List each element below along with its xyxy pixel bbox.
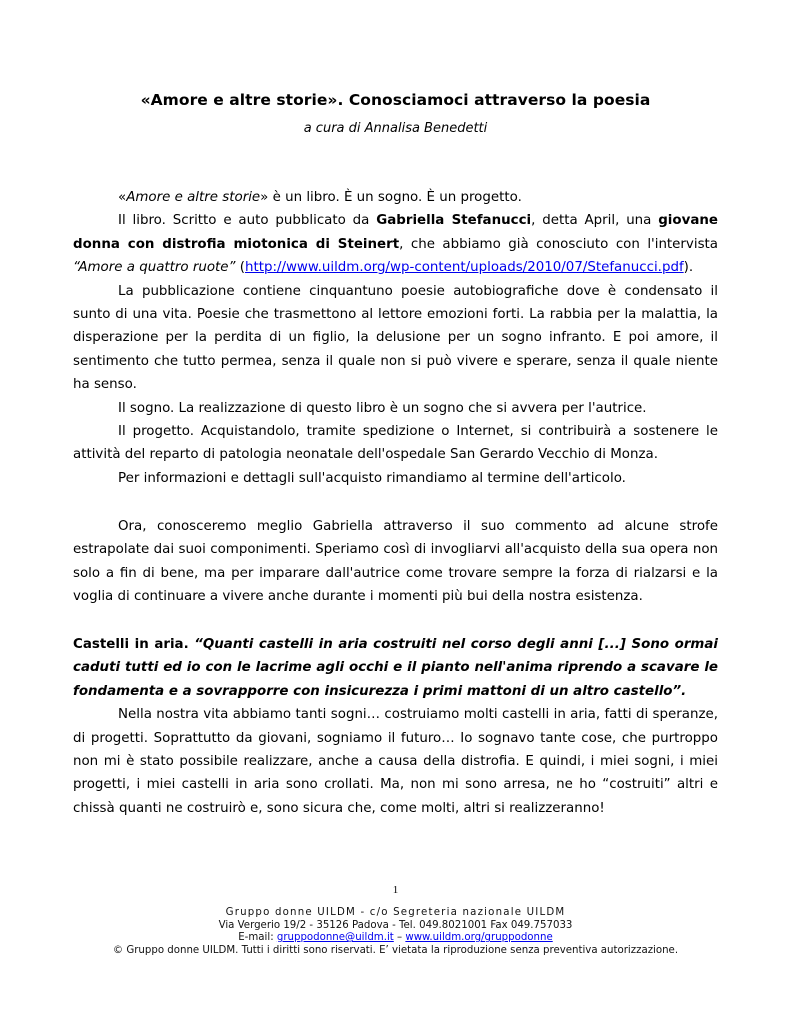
contact-separator: –: [393, 932, 406, 944]
page-number: 1: [392, 884, 399, 896]
intro-paragraph-5: Il progetto. Acquistandolo, tramite spedizione o Internet, si contribuirà a sostenere le attività del reparto di patologia neonatale dell'ospedale San Gerardo Vecchio di Monza.: [73, 424, 718, 463]
commentary-paragraph: Ora, conosceremo meglio Gabriella attraverso il suo commento ad alcune strofe estrapolate dai suoi componimenti. Speriamo così di invogliarvi all'acquisto della sua opera non solo a fin di bene, ma per imparare dall'autrice come trovare sempre la forza di rialzarsi e la voglia di continuare a vivere anche durante i momenti più bui della nostra esistenza.: [73, 519, 718, 605]
intro-paragraph-2: [73, 209, 718, 279]
intro-text: » è un libro. È un sogno. È un progetto.: [260, 190, 522, 205]
article-author-credit: a cura di Annalisa Benedetti: [303, 121, 488, 136]
quote-mark: «: [118, 190, 127, 205]
book-title: Amore e altre storie: [126, 190, 261, 205]
castelli-heading-paragraph: [73, 633, 718, 703]
section-heading: Castelli in aria.: [73, 637, 189, 652]
castelli-section: [73, 633, 718, 820]
article-title: «Amore e altre storie». Conosciamoci attraverso la poesia: [140, 91, 651, 109]
page-footer: [0, 907, 791, 957]
castelli-paragraph: Nella nostra vita abbiamo tanti sogni… costruiamo molti castelli in aria, fatti di speranze, di progetti. Soprattutto da giovani, sogniamo il futuro… Io sognavo tante cose, che purtroppo non mi è stato possibile realizzare, anche a causa della distrofia. E quindi, i miei sogni, i miei progetti, i miei castelli in aria sono crollati. Ma, non mi sono arresa, ne ho “costruiti” altri e chissà quanti ne costruirò e, sono sicura che, come molti, altri si realizzeranno!: [73, 707, 718, 816]
intro-paragraph-1: [73, 186, 718, 209]
commentary-intro-section: [73, 515, 718, 609]
text-segment: , che abbiamo già conosciuto con l'intervista: [399, 236, 718, 252]
email-label: E-mail:: [238, 932, 277, 944]
footer-contacts: [0, 932, 791, 945]
intro-section: [73, 186, 718, 490]
text-segment: Il libro. Scritto e auto pubblicato da: [118, 213, 377, 229]
intro-paragraph-3: La pubblicazione contiene cinquantuno poesie autobiografiche dove è condensato il sunto di una vita. Poesie che trasmettono al lettore emozioni forti. La rabbia per la malattia, la disperazione per la perdita di un figlio, la delusione per un sogno infranto. E poi amore, il sentimento che tutto permea, senza il quale non si può vivere e sperare, senza il quale niente ha senso.: [73, 283, 718, 393]
footer-organization: Gruppo donne UILDM - c/o Segreteria nazionale UILDM: [225, 907, 566, 918]
text-segment: , detta April, una: [531, 213, 659, 229]
text-segment: (: [235, 260, 245, 276]
author-description: giovane donna con distrofia miotonica di Steinert: [73, 213, 718, 252]
email-link[interactable]: gruppodonne@uildm.it: [276, 932, 394, 944]
intro-paragraph-6: Per informazioni e dettagli sull'acquisto rimandiamo al termine dell'articolo.: [118, 470, 626, 486]
footer-address: Via Vergerio 19/2 - 35126 Padova - Tel. 049.8021001 Fax 049.757033: [218, 919, 573, 931]
poem-quote: “Quanti castelli in aria costruiti nel corso degli anni [...] Sono ormai caduti tutti ed io con le lacrime agli occhi e il pianto nell'anima riprendo a scavare le fondamenta e a sovrapporre con insicurezza i primi mattoni di un altro castello”.: [73, 637, 718, 699]
text-segment: ).: [683, 260, 694, 276]
intro-paragraph-4: Il sogno. La realizzazione di questo libro è un sogno che si avvera per l'autrice.: [118, 400, 647, 416]
website-link[interactable]: www.uildm.org/gruppodonne: [405, 932, 553, 944]
author-name: Gabriella Stefanucci: [376, 213, 532, 229]
interview-title: “Amore a quattro ruote”: [73, 260, 236, 276]
footer-copyright: © Gruppo donne UILDM. Tutti i diritti sono riservati. E’ vietata la riproduzione senza preventiva autorizzazione.: [112, 944, 679, 956]
interview-link[interactable]: http://www.uildm.org/wp-content/uploads/2010/07/Stefanucci.pdf: [244, 260, 684, 276]
